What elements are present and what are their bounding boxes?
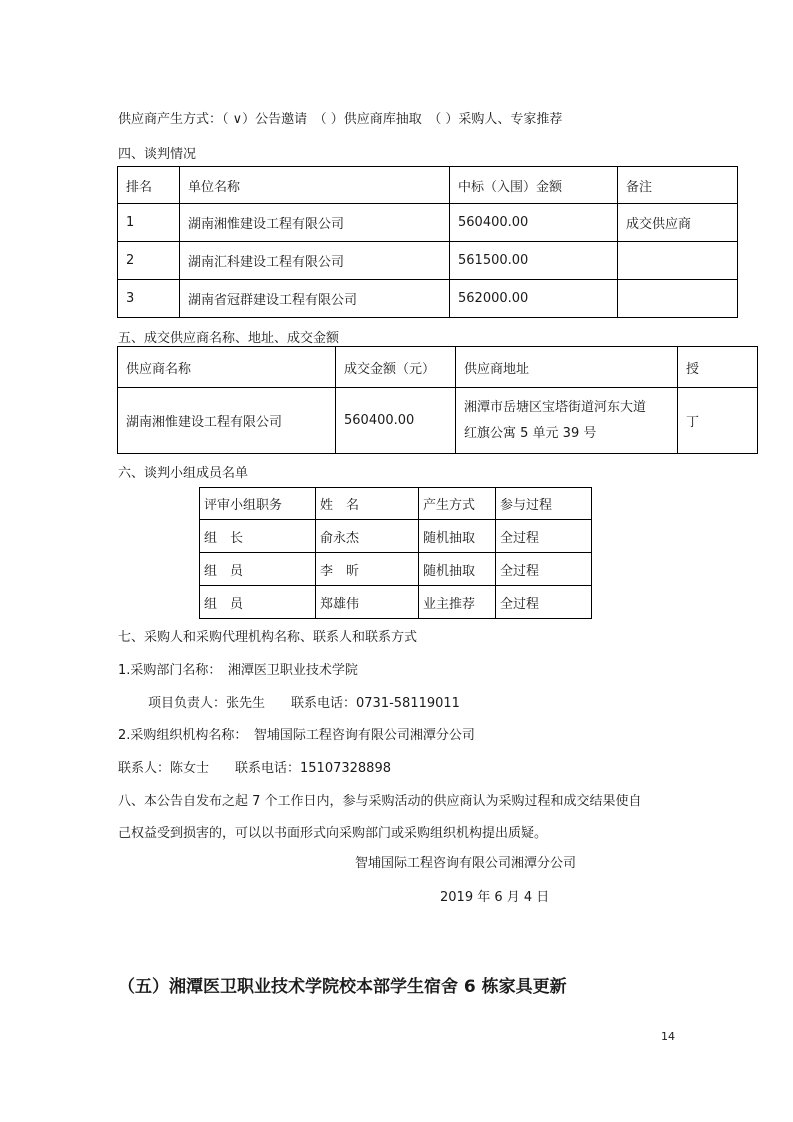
table-header-row	[200, 488, 592, 520]
cell-amount: 560400.00	[450, 204, 618, 242]
table-header-row	[118, 347, 758, 388]
cell-rank: 3	[118, 280, 180, 318]
agency-line: 2.采购组织机构名称： 智埔国际工程咨询有限公司湘潭分公司	[118, 728, 475, 743]
cell-participation: 全过程	[496, 553, 592, 586]
cell-extra: 丁	[678, 388, 758, 454]
address-line-1: 湘潭市岳塘区宝塔街道河东大道	[464, 399, 647, 415]
header-name: 姓 名	[316, 488, 419, 520]
table-row	[118, 242, 738, 280]
table-row	[118, 388, 758, 454]
header-extra: 授	[678, 347, 758, 388]
negotiation-table-wrap	[117, 166, 694, 318]
cell-deal-amount: 560400.00	[336, 388, 456, 454]
panel-table	[199, 487, 592, 619]
signature-org: 智埔国际工程咨询有限公司湘潭分公司	[355, 856, 577, 871]
cell-role: 组 员	[200, 586, 316, 619]
table-header-row	[118, 167, 738, 204]
cell-amount: 561500.00	[450, 242, 618, 280]
cell-selection: 随机抽取	[419, 520, 496, 553]
header-supplier-address: 供应商地址	[456, 347, 678, 388]
cell-note	[618, 242, 738, 280]
agency-contact: 联系人：陈女士 联系电话：15107328898	[118, 761, 391, 776]
cell-amount: 562000.00	[450, 280, 618, 318]
cell-selection: 业主推荐	[419, 586, 496, 619]
cell-role: 组 长	[200, 520, 316, 553]
cell-rank: 1	[118, 204, 180, 242]
cell-name: 郑雄伟	[316, 586, 419, 619]
table-row	[118, 280, 738, 318]
header-role: 评审小组职务	[200, 488, 316, 520]
header-amount: 中标（入围）金额	[450, 167, 618, 204]
negotiation-table	[117, 166, 738, 318]
complaint-line-2: 己权益受到损害的，可以以书面形式向采购部门或采购组织机构提出质疑。	[118, 826, 548, 841]
page-number: 14	[661, 1030, 675, 1043]
section4-heading: 四、谈判情况	[118, 147, 197, 162]
complaint-line-1: 八、本公告自发布之起 7 个工作日内，参与采购活动的供应商认为采购过程和成交结果使自	[118, 794, 642, 809]
cell-supplier-name: 湖南湘惟建设工程有限公司	[118, 388, 336, 454]
winner-table	[117, 346, 758, 454]
winner-table-wrap	[117, 346, 700, 454]
cell-rank: 2	[118, 242, 180, 280]
header-deal-amount: 成交金额（元）	[336, 347, 456, 388]
header-selection: 产生方式	[419, 488, 496, 520]
signature-date: 2019 年 6 月 4 日	[440, 890, 550, 905]
address-line-2: 红旗公寓 5 单元 39 号	[464, 425, 597, 441]
cell-company: 湖南省冠群建设工程有限公司	[180, 280, 450, 318]
cell-note	[618, 280, 738, 318]
cell-name: 李 昕	[316, 553, 419, 586]
next-section-title: （五）湘潭医卫职业技术学院校本部学生宿舍 6 栋家具更新	[118, 977, 567, 997]
section6-heading: 六、谈判小组成员名单	[118, 466, 249, 481]
cell-company: 湖南汇科建设工程有限公司	[180, 242, 450, 280]
table-row	[200, 586, 592, 619]
header-participation: 参与过程	[496, 488, 592, 520]
cell-participation: 全过程	[496, 586, 592, 619]
cell-name: 俞永杰	[316, 520, 419, 553]
cell-note: 成交供应商	[618, 204, 738, 242]
dept-line: 1.采购部门名称： 湘潭医卫职业技术学院	[118, 663, 358, 678]
table-row	[200, 520, 592, 553]
header-note: 备注	[618, 167, 738, 204]
supplier-method-line: 供应商产生方式：（ ∨）公告邀请 （ ）供应商库抽取 （ ）采购人、专家推荐	[118, 112, 563, 127]
cell-participation: 全过程	[496, 520, 592, 553]
header-company: 单位名称	[180, 167, 450, 204]
cell-supplier-address	[456, 388, 678, 454]
cell-role: 组 员	[200, 553, 316, 586]
header-supplier-name: 供应商名称	[118, 347, 336, 388]
section7-heading: 七、采购人和采购代理机构名称、联系人和联系方式	[118, 630, 418, 645]
header-rank: 排名	[118, 167, 180, 204]
cell-selection: 随机抽取	[419, 553, 496, 586]
dept-contact: 项目负责人：张先生 联系电话：0731-58119011	[148, 696, 460, 711]
table-row	[118, 204, 738, 242]
cell-company: 湖南湘惟建设工程有限公司	[180, 204, 450, 242]
table-row	[200, 553, 592, 586]
section5-heading: 五、成交供应商名称、地址、成交金额	[118, 331, 340, 346]
